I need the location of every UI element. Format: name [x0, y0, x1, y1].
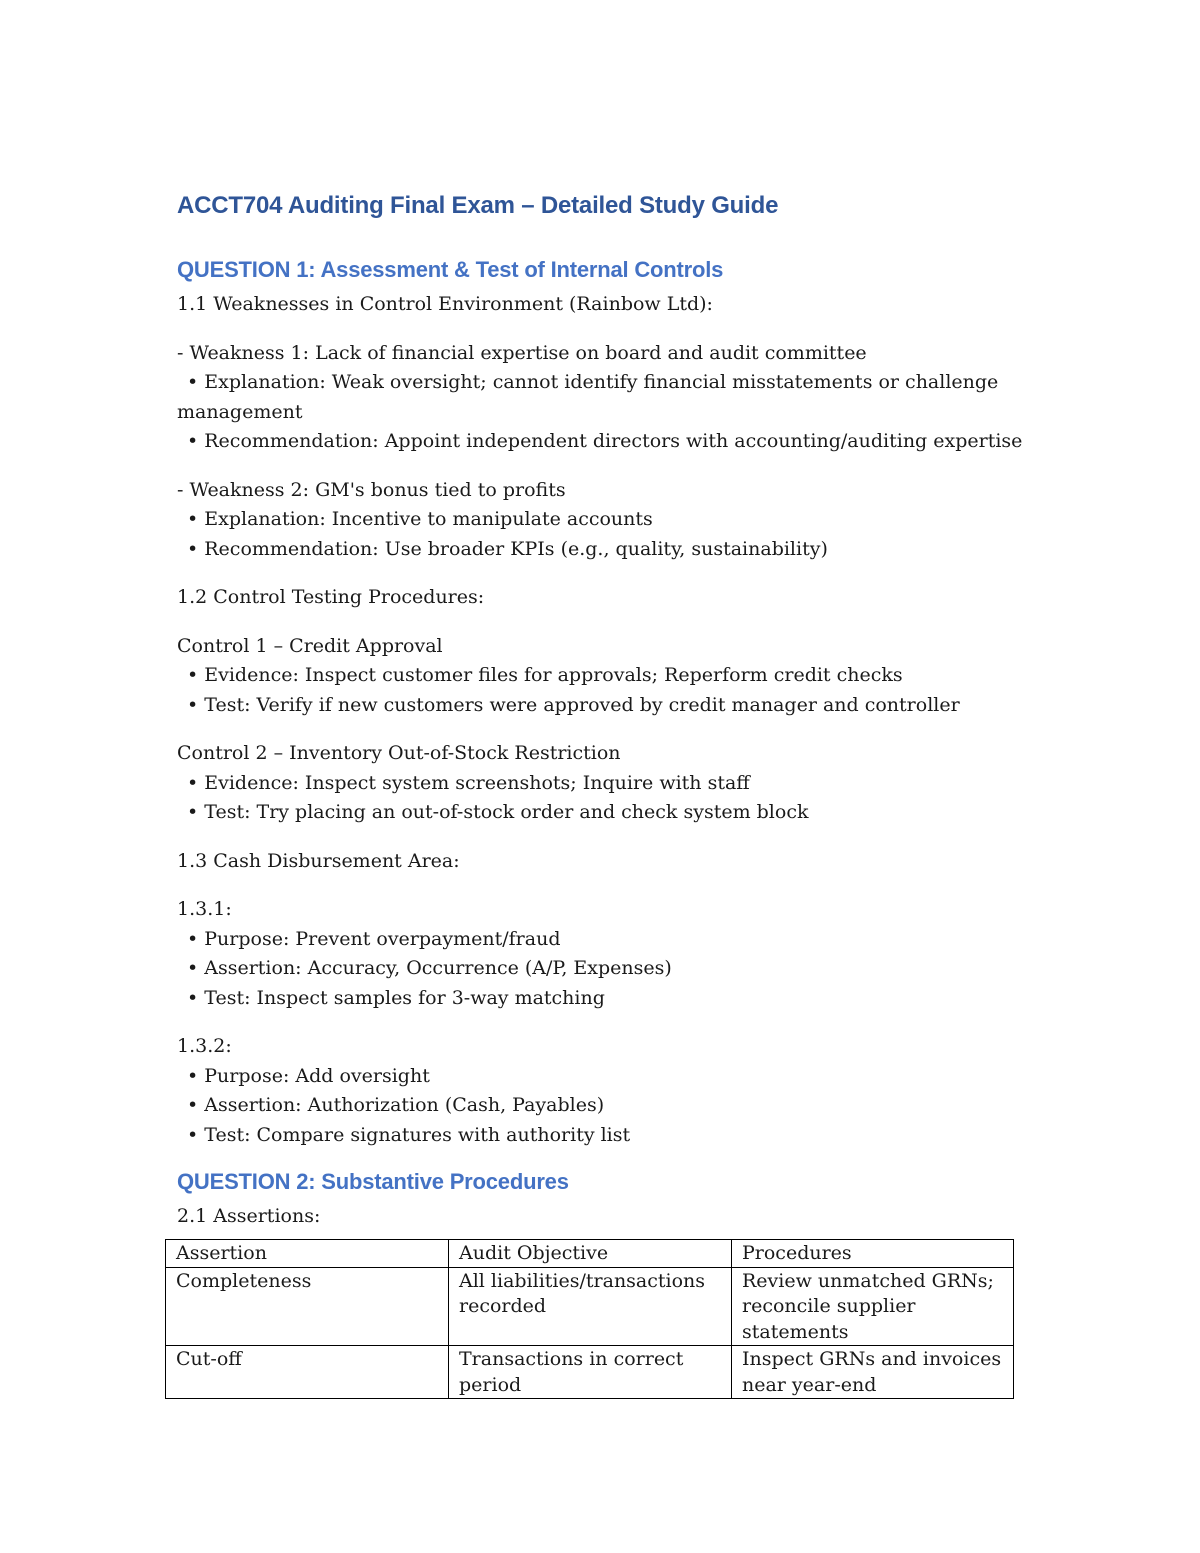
table-row — [166, 1267, 1014, 1346]
document-title: ACCT704 Auditing Final Exam – Detailed Study Guide — [177, 192, 779, 219]
table-row — [166, 1346, 1014, 1399]
weakness-1: - Weakness 1: Lack of financial expertise on board and audit committee — [177, 341, 867, 364]
control-2-title: Control 2 – Inventory Out-of-Stock Restriction — [177, 742, 621, 764]
section-1-3-2-heading: 1.3.2: — [177, 1035, 232, 1057]
section-1-3-1-assertion: • Assertion: Accuracy, Occurrence (A/P, Expenses) — [187, 957, 672, 979]
assertions-table — [165, 1239, 1014, 1399]
weakness-2: - Weakness 2: GM's bonus tied to profits — [177, 478, 566, 501]
weakness-1-recommendation: • Recommendation: Appoint independent directors with accounting/auditing expertise — [187, 430, 1023, 452]
section-2-1-heading: 2.1 Assertions: — [177, 1205, 321, 1227]
cell-line: Completeness — [176, 1269, 312, 1292]
cell-line: All liabilities/transactions — [459, 1269, 706, 1292]
table-header-cell: Assertion — [166, 1240, 449, 1268]
control-1-test: • Test: Verify if new customers were approved by credit manager and controller — [187, 693, 960, 716]
weakness-2-explanation: • Explanation: Incentive to manipulate accounts — [187, 508, 653, 530]
cell-line: Cut-off — [176, 1348, 242, 1370]
section-1-3-2-purpose: • Purpose: Add oversight — [187, 1064, 430, 1087]
cell-line: recorded — [459, 1295, 547, 1317]
table-cell — [449, 1346, 732, 1399]
question-1-heading: QUESTION 1: Assessment & Test of Internal Controls — [177, 257, 724, 282]
cell-line: period — [459, 1373, 522, 1396]
table-cell — [166, 1267, 449, 1346]
cell-line: reconcile supplier — [742, 1295, 916, 1317]
section-1-3-1-purpose: • Purpose: Prevent overpayment/fraud — [187, 927, 561, 950]
cell-line: Transactions in correct — [459, 1348, 684, 1370]
weakness-2-recommendation: • Recommendation: Use broader KPIs (e.g., quality, sustainability) — [187, 537, 828, 560]
table-cell — [732, 1267, 1014, 1346]
weakness-1-explanation-cont: management — [177, 400, 303, 423]
cell-line: Review unmatched GRNs; — [742, 1269, 994, 1292]
section-1-2-heading: 1.2 Control Testing Procedures: — [177, 586, 485, 608]
control-2-test: • Test: Try placing an out-of-stock order and check system block — [187, 801, 809, 823]
control-1-title: Control 1 – Credit Approval — [177, 634, 443, 657]
cell-line: near year-end — [742, 1373, 877, 1396]
weakness-1-explanation: • Explanation: Weak oversight; cannot identify financial misstatements or challenge — [187, 371, 999, 393]
section-1-3-heading: 1.3 Cash Disbursement Area: — [177, 849, 460, 872]
section-1-3-2-assertion: • Assertion: Authorization (Cash, Payables) — [187, 1094, 605, 1116]
cell-line: statements — [742, 1320, 849, 1343]
section-1-3-2-test: • Test: Compare signatures with authority list — [187, 1123, 631, 1146]
table-cell — [166, 1346, 449, 1399]
table-cell — [732, 1346, 1014, 1399]
table-header-cell: Audit Objective — [449, 1240, 732, 1268]
control-2-evidence: • Evidence: Inspect system screenshots; Inquire with staff — [187, 771, 750, 794]
document-body — [177, 186, 1027, 1232]
cell-line: Inspect GRNs and invoices — [742, 1348, 1002, 1370]
section-1-3-1-heading: 1.3.1: — [177, 898, 232, 920]
table-header-row — [166, 1240, 1014, 1268]
control-1-evidence: • Evidence: Inspect customer files for approvals; Reperform credit checks — [187, 664, 903, 686]
section-1-1-heading: 1.1 Weaknesses in Control Environment (Rainbow Ltd): — [177, 293, 713, 315]
question-2-heading: QUESTION 2: Substantive Procedures — [177, 1169, 569, 1194]
table-cell — [449, 1267, 732, 1346]
table-header-cell: Procedures — [732, 1240, 1014, 1268]
section-1-3-1-test: • Test: Inspect samples for 3-way matching — [187, 986, 605, 1009]
